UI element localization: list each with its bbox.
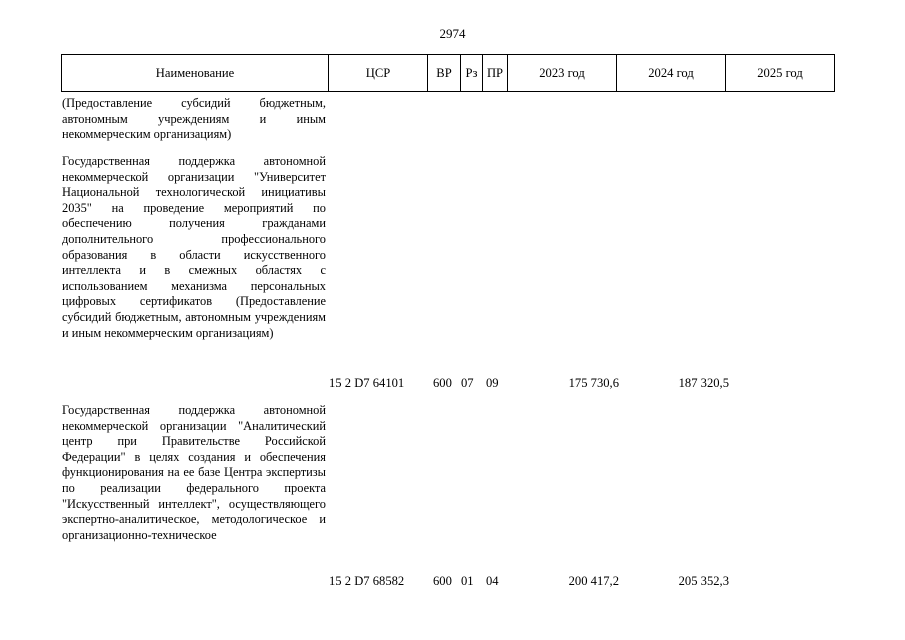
header-pr: ПР [483, 55, 508, 92]
row-csr: 15 2 D7 64101 [329, 376, 405, 390]
row-2024: 205 352,3 [678, 574, 729, 588]
header-vr: ВР [428, 55, 461, 92]
table-header [61, 54, 835, 92]
row-csr: 15 2 D7 68582 [329, 574, 405, 588]
page-number: 2974 [439, 26, 466, 41]
header-2023: 2023 год [508, 55, 617, 92]
header-2024: 2024 год [617, 55, 726, 92]
header-name: Наименование [62, 55, 329, 92]
row-name: Государственная поддержка автономной некоммерческой организации "Университет Национальной технологической инициативы 2035" на проведение мероприятий по обеспечению получения гражданами дополнительного профессионального образования в области искусственного интеллекта и в смежных областях с использованием механизма персональных цифровых сертификатов (Предоставление субсидий бюджетным, автономным учреждениям и иным некоммерческим организациям) [62, 154, 326, 340]
row-rz: 01 [461, 574, 474, 588]
row-name: Государственная поддержка автономной некоммерческой организации "Аналитический центр при Правительстве Российской Федерации" в целях создания и обеспечения функционирования на ее базе Центра экспертизы по реализации федерального проекта "Искусственный интеллект", осуществляющего экспертно-аналитическое, методологическое и организационно-техническое [62, 403, 326, 542]
header-csr: ЦСР [329, 55, 428, 92]
header-rz: Рз [461, 55, 483, 92]
row-2023: 200 417,2 [568, 574, 619, 588]
row-vr: 600 [433, 574, 452, 588]
row-pr: 09 [486, 376, 499, 390]
header-2025: 2025 год [726, 55, 835, 92]
row-pr: 04 [486, 574, 499, 588]
row-vr: 600 [433, 376, 452, 390]
row-name: (Предоставление субсидий бюджетным, автономным учреждениям и иным некоммерческим организациям) [62, 96, 326, 142]
row-rz: 07 [461, 376, 474, 390]
row-2024: 187 320,5 [678, 376, 729, 390]
row-2023: 175 730,6 [568, 376, 619, 390]
header-row [62, 55, 835, 92]
